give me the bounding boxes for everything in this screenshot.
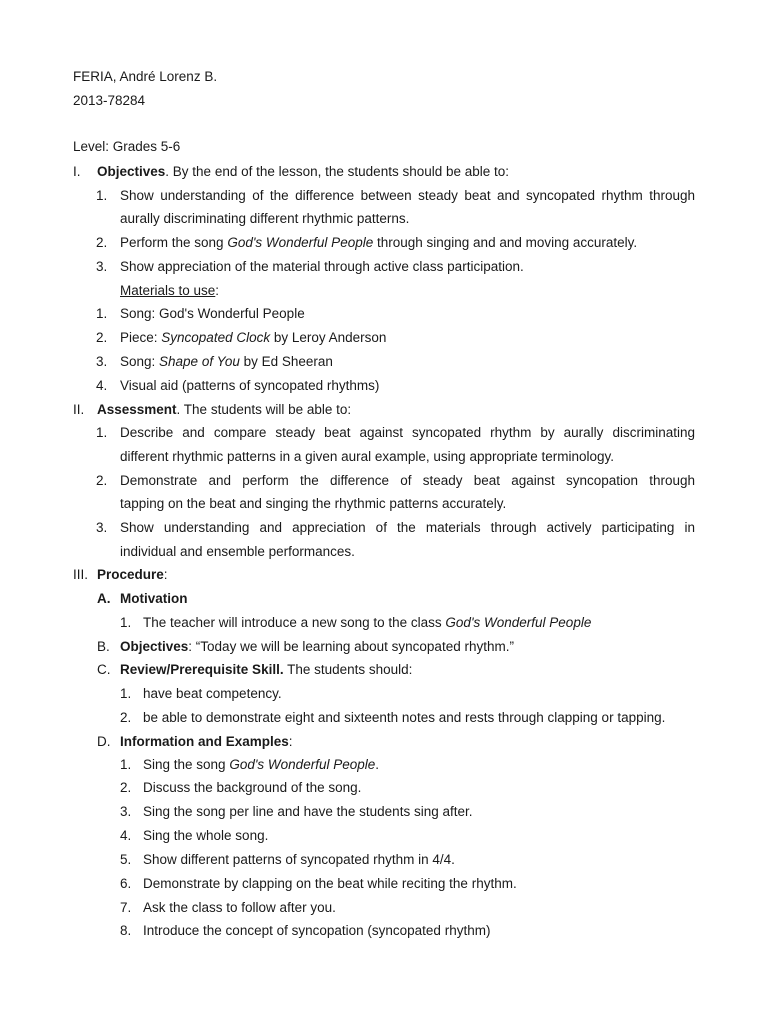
student-id: 2013-78284 (73, 93, 146, 108)
list-number: 2. (96, 330, 108, 345)
text-segment: : (288, 734, 293, 749)
list-item-text: tapping on the beat and singing the rhythmic patterns accurately. (120, 496, 507, 511)
list-item-text: Show appreciation of the material through active class participation. (120, 259, 524, 274)
list-item-text: Discuss the background of the song. (143, 780, 362, 795)
list-number: 1. (96, 306, 108, 321)
list-number: 3. (120, 804, 132, 819)
text-segment: Perform the song (120, 235, 228, 250)
subsection-letter: D. (97, 734, 111, 749)
song-title: God's Wonderful People (229, 757, 376, 772)
list-item-text: different rhythmic patterns in a given aural example, using appropriate terminology. (120, 449, 615, 464)
list-item-text: Ask the class to follow after you. (143, 900, 336, 915)
list-item-text (143, 756, 379, 774)
section-numeral: II. (73, 402, 85, 417)
objectives-heading-line (97, 163, 509, 181)
list-number: 1. (96, 425, 108, 440)
text-segment: Sing the song (143, 757, 230, 772)
list-item-text: Demonstrate by clapping on the beat while reciting the rhythm. (143, 876, 517, 891)
list-item-text: Demonstrate and perform the difference of steady beat against syncopation through (120, 473, 695, 488)
list-item-text: aurally discriminating different rhythmic patterns. (120, 211, 410, 226)
list-number: 4. (120, 828, 132, 843)
subsection-letter (97, 590, 111, 608)
list-number: 4. (96, 378, 108, 393)
list-item-text (120, 234, 637, 252)
list-item-text: be able to demonstrate eight and sixteenth notes and rests through clapping or tapping. (143, 710, 666, 725)
section-intro: . By the end of the lesson, the students should be able to: (165, 164, 510, 179)
song-title: God's Wonderful People (445, 615, 592, 630)
list-item-text: Show understanding of the difference between steady beat and syncopated rhythm through (120, 188, 695, 203)
text-segment: Piece: (120, 330, 162, 345)
list-item-text: have beat competency. (143, 686, 282, 701)
text-segment: by Leroy Anderson (270, 330, 387, 345)
text-segment: The students should: (283, 662, 413, 677)
list-item-text (120, 353, 333, 371)
text-segment: : “Today we will be learning about syncopated rhythm.” (188, 639, 514, 654)
list-number: 2. (120, 780, 132, 795)
subsection-line (120, 661, 412, 679)
section-numeral: III. (73, 567, 89, 582)
list-item-text: Show understanding and appreciation of the materials through actively participating in (120, 520, 695, 535)
list-number: 5. (120, 852, 132, 867)
list-number: 3. (96, 259, 108, 274)
section-numeral: I. (73, 164, 81, 179)
text-segment: : (163, 567, 168, 582)
section-heading: Objectives (97, 164, 166, 179)
song-title: Shape of You (159, 354, 240, 369)
grade-level: Level: Grades 5-6 (73, 139, 181, 154)
list-item-text: Visual aid (patterns of syncopated rhythms) (120, 378, 380, 393)
materials-label-line (120, 282, 219, 300)
list-item-text: Introduce the concept of syncopation (syncopated rhythm) (143, 923, 491, 938)
list-item-text: Song: God's Wonderful People (120, 306, 305, 321)
materials-label: Materials to use (120, 283, 216, 298)
list-item-text: Describe and compare steady beat against syncopated rhythm by aurally discriminating (120, 425, 695, 440)
heading-text: Information and Examples (120, 734, 289, 749)
student-name: FERIA, André Lorenz B. (73, 69, 218, 84)
subsection-heading (120, 590, 188, 608)
list-item-text (143, 614, 591, 632)
piece-title: Syncopated Clock (161, 330, 271, 345)
list-item-text: individual and ensemble performances. (120, 544, 355, 559)
list-number: 7. (120, 900, 132, 915)
text-segment: Song: (120, 354, 160, 369)
list-item-text: Sing the song per line and have the students sing after. (143, 804, 473, 819)
assessment-heading-line (97, 401, 351, 419)
list-number: 1. (120, 757, 132, 772)
subsection-line (120, 638, 514, 656)
heading-text: Motivation (120, 591, 188, 606)
letter-text: A. (97, 591, 111, 606)
heading-text: Objectives (120, 639, 189, 654)
subsection-letter: B. (97, 639, 110, 654)
list-number: 1. (120, 615, 132, 630)
text-segment: : (215, 283, 220, 298)
subsection-letter: C. (97, 662, 111, 677)
heading-text: Review/Prerequisite Skill. (120, 662, 284, 677)
text-segment: by Ed Sheeran (239, 354, 333, 369)
text-segment: The teacher will introduce a new song to the class (143, 615, 446, 630)
list-number: 3. (96, 520, 108, 535)
list-item-text: Show different patterns of syncopated rhythm in 4/4. (143, 852, 455, 867)
list-number: 2. (96, 473, 108, 488)
list-item-text: Sing the whole song. (143, 828, 269, 843)
list-number: 1. (120, 686, 132, 701)
list-number: 3. (96, 354, 108, 369)
section-intro: . The students will be able to: (176, 402, 352, 417)
procedure-heading-line (97, 566, 168, 584)
section-heading: Procedure (97, 567, 164, 582)
list-number: 6. (120, 876, 132, 891)
text-segment: through singing and and moving accurately. (373, 235, 638, 250)
list-number: 2. (120, 710, 132, 725)
list-number: 1. (96, 188, 108, 203)
list-number: 8. (120, 923, 132, 938)
subsection-line (120, 733, 293, 751)
list-number: 2. (96, 235, 108, 250)
text-segment: . (375, 757, 380, 772)
list-item-text (120, 329, 386, 347)
section-heading: Assessment (97, 402, 177, 417)
song-title: God's Wonderful People (227, 235, 374, 250)
